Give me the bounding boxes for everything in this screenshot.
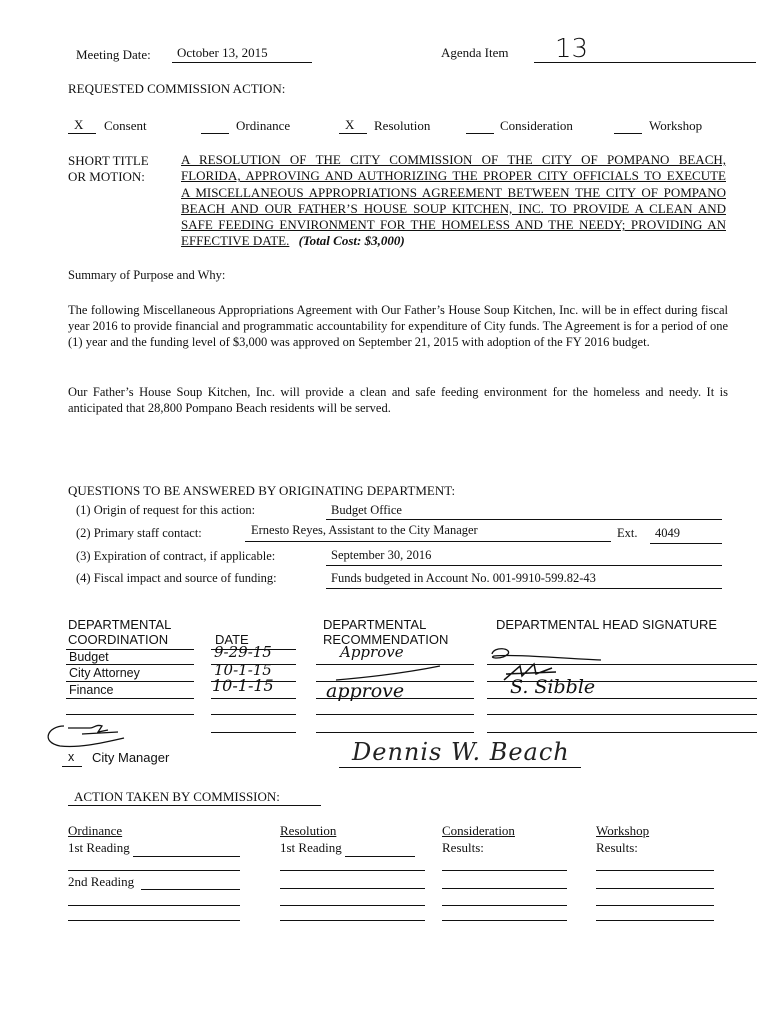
row-line: [487, 698, 757, 699]
row-dept-budget: Budget: [69, 650, 109, 664]
consideration-line[interactable]: [442, 905, 567, 906]
resolution-line[interactable]: [280, 870, 425, 871]
option-consent-mark[interactable]: X: [74, 117, 84, 132]
city-attorney-date-handwritten: 10-1-15: [214, 661, 272, 679]
ordinance-line[interactable]: [68, 920, 240, 921]
short-title-line: BEACH AND OUR FATHER’S HOUSE SOUP KITCHEN, INC. TO PROVIDE A CLEAN AND: [181, 200, 726, 216]
commission-action-underline: [68, 805, 321, 806]
ordinance-first-reading: 1st Reading: [68, 840, 130, 855]
resolution-line[interactable]: [280, 905, 425, 906]
short-title-line: A MISCELLANEOUS APPROPRIATIONS AGREEMENT BETWEEN THE CITY OF POMPANO: [181, 184, 726, 200]
resolution-first-reading: 1st Reading: [280, 840, 342, 855]
recommendation-header: DEPARTMENTAL: [323, 617, 427, 632]
city-manager-signature-line: [339, 767, 581, 768]
workshop-line[interactable]: [596, 905, 714, 906]
q2-ext-value[interactable]: 4049: [655, 526, 680, 540]
consideration-results: Results:: [442, 840, 484, 855]
ordinance-first-field[interactable]: [133, 856, 240, 857]
agenda-item-label: Agenda Item: [441, 45, 509, 60]
consideration-line[interactable]: [442, 888, 567, 889]
summary-paragraph-2: Our Father’s House Soup Kitchen, Inc. will provide a clean and safe feeding environment for the homeless and needy. It is anticipated that 28,800 Pompano Beach residents will be served.: [68, 385, 728, 416]
ordinance-line[interactable]: [68, 905, 240, 906]
row-line: [316, 714, 474, 715]
q3-label: (3) Expiration of contract, if applicable:: [76, 549, 276, 563]
budget-date-handwritten: 9-29-15: [214, 643, 272, 661]
workshop-line[interactable]: [596, 920, 714, 921]
option-workshop-blank[interactable]: [614, 133, 642, 134]
short-title-line: SAFE FEEDING ENVIRONMENT FOR THE HOMELESS AND THE NEEDY; PROVIDING AN: [181, 217, 726, 233]
q2-underline: [245, 541, 611, 542]
resolution-line[interactable]: [280, 888, 425, 889]
short-title-label: SHORT TITLE: [68, 153, 149, 168]
agenda-item-underline: [534, 62, 756, 63]
budget-recommendation-handwritten: Approve: [340, 643, 404, 661]
resolution-line[interactable]: [280, 920, 425, 921]
row-line: [211, 732, 296, 733]
option-resolution-blank: [339, 133, 367, 134]
date-header: DATE: [215, 632, 249, 647]
total-cost: (Total Cost: $3,000): [298, 233, 405, 249]
finance-date-handwritten: 10-1-15: [212, 676, 274, 695]
ordinance-line[interactable]: [68, 870, 240, 871]
q3-value[interactable]: September 30, 2016: [331, 548, 432, 562]
agenda-item-number: 13: [555, 34, 589, 64]
workshop-results: Results:: [596, 840, 638, 855]
option-resolution-label: Resolution: [374, 118, 431, 133]
short-title-line: A RESOLUTION OF THE CITY COMMISSION OF THE CITY OF POMPANO BEACH,: [181, 152, 726, 167]
finance-recommendation-handwritten: approve: [326, 680, 405, 702]
q2-label: (2) Primary staff contact:: [76, 526, 202, 540]
q2-ext-label: Ext.: [617, 526, 638, 540]
resolution-first-field[interactable]: [345, 856, 415, 857]
finance-head-signature: S. Sibble: [510, 676, 596, 698]
row-dept-finance: Finance: [69, 683, 114, 697]
row-line: [66, 714, 194, 715]
row-line: [66, 698, 194, 699]
row-line: [66, 681, 194, 682]
meeting-date-underline: [172, 62, 312, 63]
short-title-last-line: EFFECTIVE DATE.: [181, 233, 290, 249]
option-consent-label: Consent: [104, 118, 147, 133]
row-line: [211, 698, 296, 699]
row-line: [316, 732, 474, 733]
city-manager-label: City Manager: [92, 750, 170, 765]
recommendation-header-2: RECOMMENDATION: [323, 632, 449, 647]
commission-action-label: ACTION TAKEN BY COMMISSION:: [74, 789, 280, 804]
ordinance-second-reading: 2nd Reading: [68, 874, 135, 889]
city-manager-initials: [38, 720, 128, 754]
consideration-line[interactable]: [442, 920, 567, 921]
ordinance-label: Ordinance: [68, 823, 123, 838]
city-manager-mark[interactable]: x: [68, 750, 75, 764]
row-line: [66, 664, 194, 665]
q4-value[interactable]: Funds budgeted in Account No. 001-9910-599.82-43: [331, 571, 596, 585]
q1-underline: [326, 519, 722, 520]
row-line: [487, 732, 757, 733]
requested-action-label: REQUESTED COMMISSION ACTION:: [68, 81, 286, 96]
option-resolution-mark[interactable]: X: [345, 117, 355, 132]
questions-label: QUESTIONS TO BE ANSWERED BY ORIGINATING DEPARTMENT:: [68, 483, 456, 498]
coordination-header: DEPARTMENTAL: [68, 617, 172, 632]
workshop-label: Workshop: [596, 823, 650, 838]
workshop-line[interactable]: [596, 888, 714, 889]
coordination-header-2: COORDINATION: [68, 632, 169, 647]
option-workshop-label: Workshop: [649, 118, 703, 133]
meeting-date-value: October 13, 2015: [177, 45, 268, 60]
row-dept-city-attorney: City Attorney: [69, 666, 140, 680]
q4-underline: [326, 588, 722, 589]
resolution-label: Resolution: [280, 823, 337, 838]
q1-value[interactable]: Budget Office: [331, 503, 402, 517]
consideration-line[interactable]: [442, 870, 567, 871]
city-manager-blank: [62, 766, 82, 767]
short-title-line: FLORIDA, APPROVING AND AUTHORIZING THE PROPER CITY OFFICIALS TO EXECUTE: [181, 168, 726, 184]
q2-ext-underline: [650, 543, 722, 544]
option-consideration-blank[interactable]: [466, 133, 494, 134]
q3-underline: [326, 565, 722, 566]
signature-header: DEPARTMENTAL HEAD SIGNATURE: [496, 617, 718, 632]
option-ordinance-label: Ordinance: [236, 118, 291, 133]
consideration-label: Consideration: [442, 823, 515, 838]
ordinance-second-field[interactable]: [141, 889, 240, 890]
row-line: [211, 714, 296, 715]
option-consideration-label: Consideration: [500, 118, 573, 133]
workshop-line[interactable]: [596, 870, 714, 871]
short-title-text: [181, 152, 726, 250]
q2-value[interactable]: Ernesto Reyes, Assistant to the City Manager: [251, 523, 478, 537]
short-title-label-2: OR MOTION:: [68, 169, 145, 184]
q1-label: (1) Origin of request for this action:: [76, 503, 256, 517]
option-ordinance-blank[interactable]: [201, 133, 229, 134]
row-line: [487, 714, 757, 715]
summary-paragraph-1: The following Miscellaneous Appropriations Agreement with Our Father’s House Soup Kitchen, Inc. will be in effect during fiscal year 2016 to provide financial and programmatic accountability for expenditure of City funds. The Agreement is for a period of one (1) year and the funding level of $3,000 was approved on September 21, 2015 with adoption of the FY 2016 budget.: [68, 303, 728, 350]
city-manager-signature: Dennis W. Beach: [352, 738, 570, 766]
summary-label: Summary of Purpose and Why:: [68, 268, 226, 282]
q4-label: (4) Fiscal impact and source of funding:: [76, 571, 277, 585]
option-consent-blank: [68, 133, 96, 134]
meeting-date-label: Meeting Date:: [76, 47, 151, 62]
